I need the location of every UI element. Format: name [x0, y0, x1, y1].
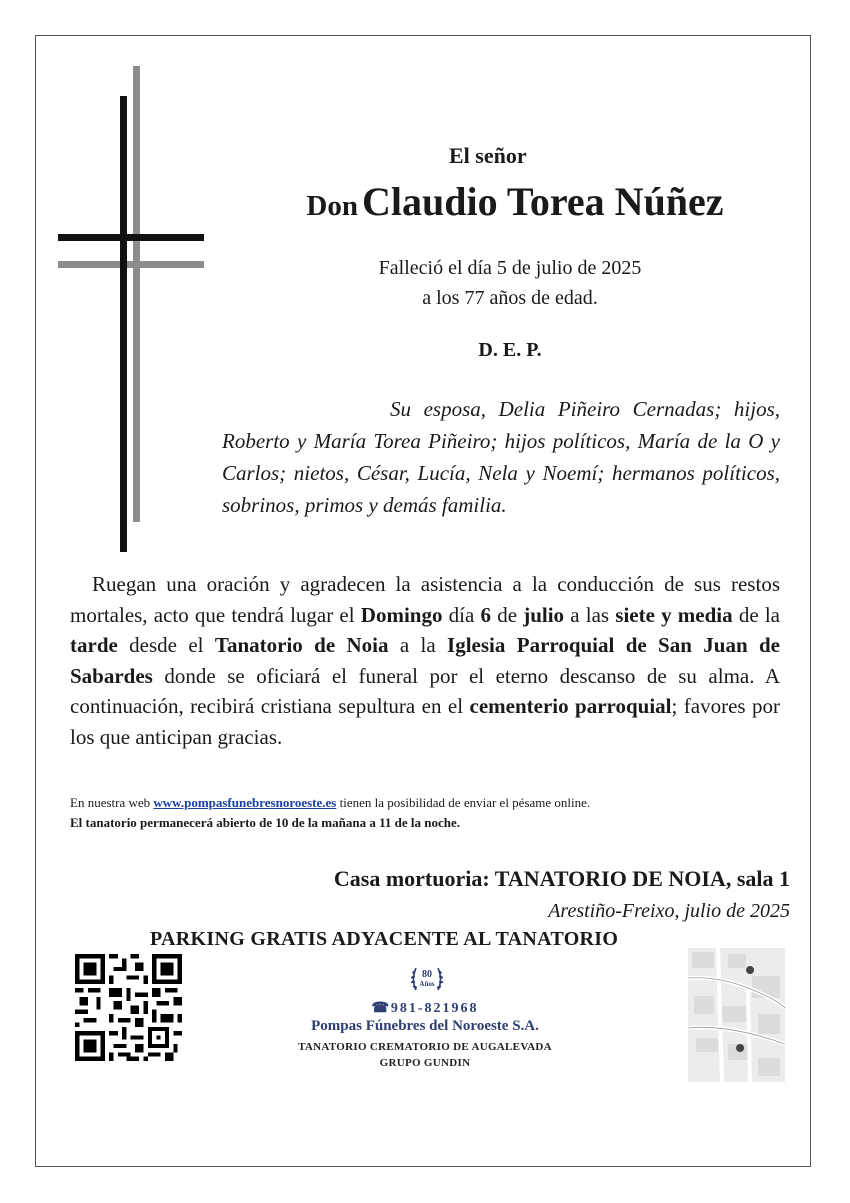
phone-text: 981-821968: [390, 1001, 479, 1016]
ceremony-time: siete y media: [615, 602, 733, 627]
location-map[interactable]: [688, 948, 785, 1082]
website-link[interactable]: www.pompasfunebresnoroeste.es: [153, 795, 337, 810]
death-age: a los 77 años de edad.: [422, 287, 598, 309]
laurel-logo-icon: [408, 960, 446, 996]
ceremony-text: ; favores por los que anticipan gracias.: [70, 694, 781, 749]
family-text: Su esposa, Delia Piñeiro Cernadas; hijos, Roberto y María Torea Piñeiro; hijos políticos, María de la O y Carlos; nietos, César, Lucía, Nela y Noemí; hermanos políticos, sobrinos, primos y demás familia.: [222, 397, 780, 517]
web-notice: [70, 793, 790, 813]
crematorium-name: TANATORIO CREMATORIO DE AUGALEVADA: [298, 1041, 552, 1053]
full-name: Claudio Torea Núñez: [362, 179, 724, 224]
deceased-name: [250, 178, 780, 225]
ceremony-text: donde se oficiará el funeral por el eterno descanso de su alma. A continuación, recibirá cristiana sepultura en el: [70, 663, 780, 718]
ceremony-paragraph: [70, 569, 780, 752]
ceremony-text: día: [442, 602, 481, 627]
ceremony-text: de: [491, 602, 524, 627]
cross-black-horizontal: [58, 234, 204, 241]
ceremony-cemetery: cementerio parroquial: [469, 694, 672, 718]
family-paragraph: [222, 393, 780, 521]
honorific: Don: [306, 190, 358, 222]
dep-label: D. E. P.: [478, 339, 542, 361]
title-prefix: El señor: [449, 143, 527, 168]
cross-black-vertical: [120, 96, 127, 552]
place-date: Arestiño-Freixo, julio de 2025: [548, 900, 790, 922]
logo-years: Años: [419, 980, 435, 988]
cross-gray-vertical: [133, 66, 140, 522]
death-info: [300, 253, 720, 313]
hours-notice: El tanatorio permanecerá abierto de 10 de la mañana a 11 de la noche.: [70, 815, 460, 830]
ceremony-text: de la: [732, 602, 780, 627]
ceremony-date: 6: [480, 602, 492, 627]
ceremony-text: a las: [564, 602, 616, 627]
qr-code-icon[interactable]: [75, 954, 182, 1061]
ceremony-period: tarde: [70, 633, 118, 657]
phone-number[interactable]: [300, 1000, 550, 1017]
ceremony-church: Iglesia Parroquial de San Juan de Sabardes: [70, 633, 780, 688]
death-date: Falleció el día 5 de julio de 2025: [378, 257, 642, 279]
ceremony-from-place: Tanatorio de Noia: [214, 633, 389, 657]
group-name: GRUPO GUNDIN: [379, 1057, 471, 1069]
parking-notice: PARKING GRATIS ADYACENTE AL TANATORIO: [150, 928, 619, 950]
company-name: Pompas Fúnebres del Noroeste S.A.: [311, 1018, 539, 1034]
ceremony-text: Ruegan una oración y agradecen la asistencia a la conducción de sus restos mortales, acto que tendrá lugar el: [70, 572, 780, 627]
cross-gray-horizontal: [58, 261, 204, 268]
ceremony-day: Domingo: [360, 602, 443, 627]
ceremony-text: a la: [388, 633, 448, 657]
web-notice-text: tienen la posibilidad de enviar el pésame online.: [336, 795, 591, 810]
phone-icon: ☎: [371, 1001, 391, 1016]
ceremony-month: julio: [523, 602, 565, 627]
logo-number: 80: [422, 969, 432, 980]
casa-mortuoria: Casa mortuoria: TANATORIO DE NOIA, sala 1: [333, 866, 790, 891]
ceremony-text: desde el: [117, 633, 215, 657]
web-notice-text: En nuestra web: [70, 795, 154, 810]
